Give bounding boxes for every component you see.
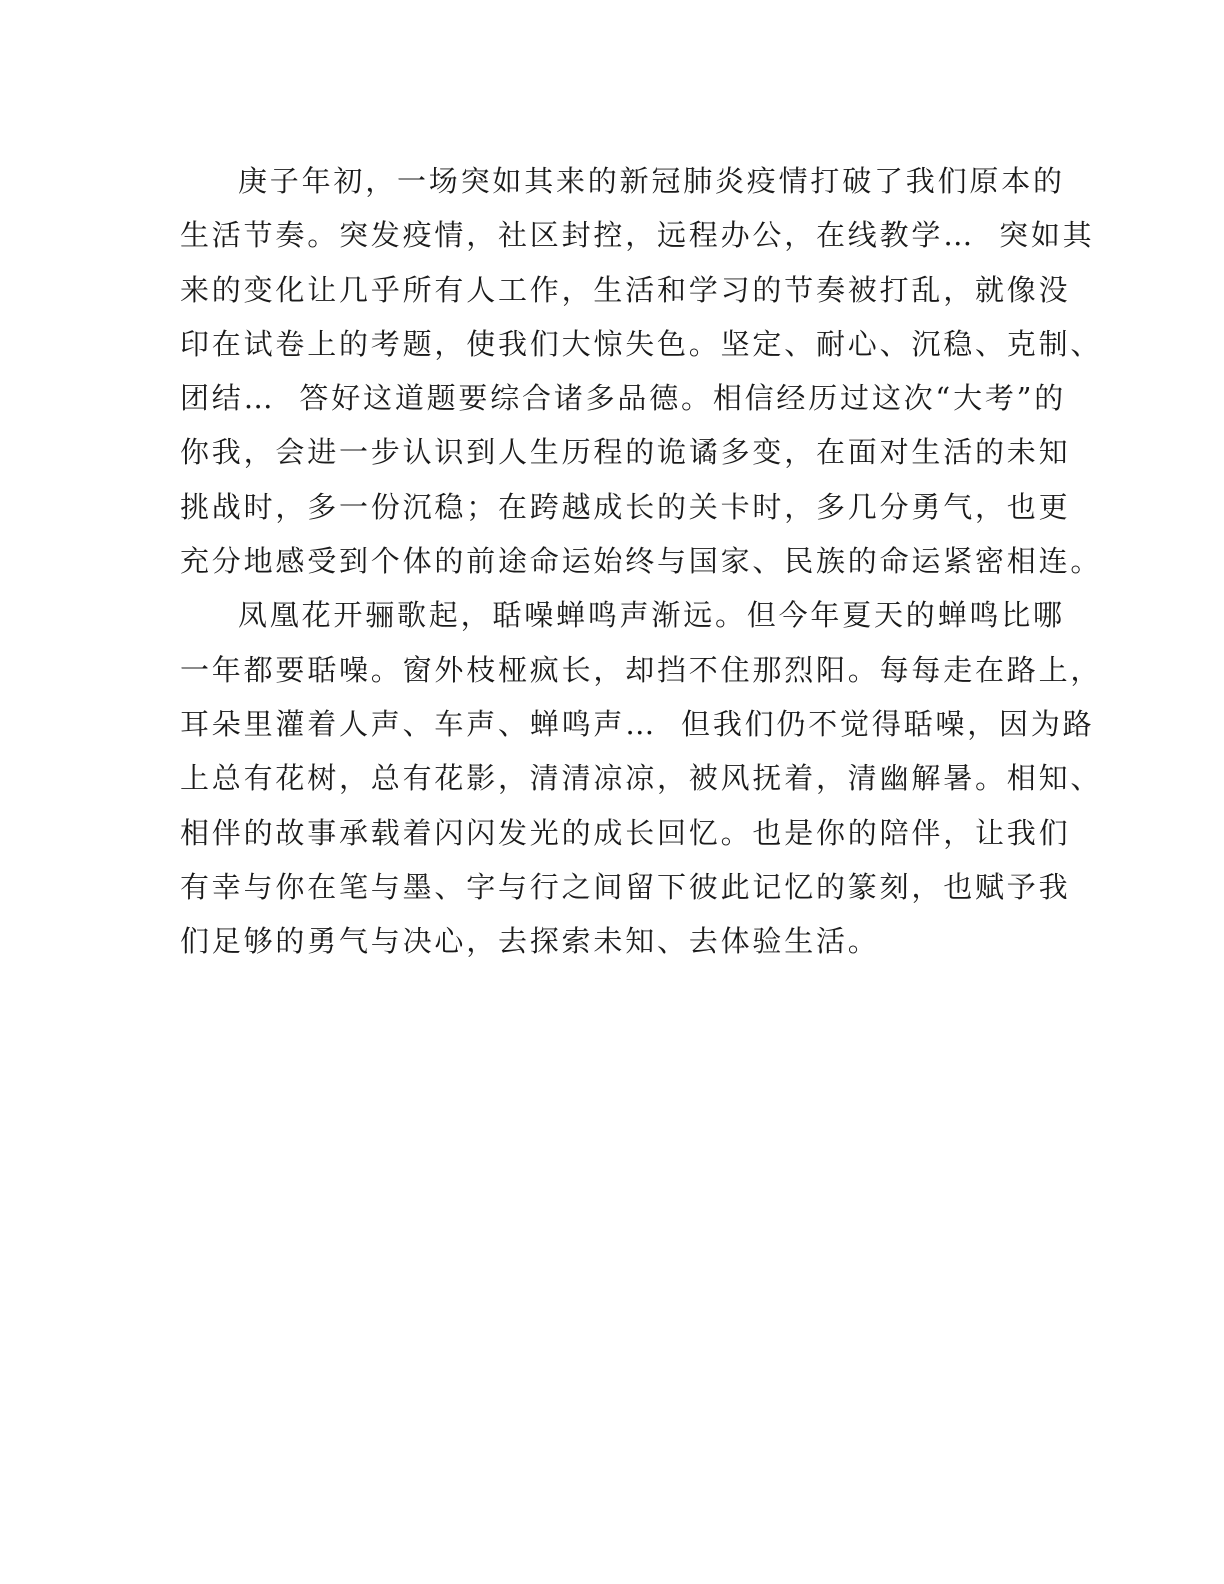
paragraph-1 (180, 154, 1103, 588)
text-line: 生活节奏。突发疫情，社区封控，远程办公，在线教学… 突如其 (180, 218, 1095, 253)
text-line: 团结… 答好这道题要综合诸多品德。相信经历过这次“大考”的 (180, 381, 1067, 416)
text-line: 来的变化让几乎所有人工作，生活和学习的节奏被打乱，就像没 (180, 272, 1071, 307)
text-line: 凤凰花开骊歌起，聒噪蝉鸣声渐远。但今年夏天的蝉鸣比哪 (238, 598, 1065, 633)
text-line: 上总有花树，总有花影，清清凉凉，被风抚着，清幽解暑。相知、 (180, 761, 1103, 796)
paragraph-2 (180, 588, 1103, 968)
text-line: 印在试卷上的考题，使我们大惊失色。坚定、耐心、沉稳、克制、 (180, 326, 1103, 361)
text-line: 相伴的故事承载着闪闪发光的成长回忆。也是你的陪伴，让我们 (180, 815, 1071, 850)
text-line: 一年都要聒噪。窗外枝桠疯长，却挡不住那烈阳。每每走在路上， (180, 652, 1103, 687)
document-body (180, 154, 1103, 968)
text-line: 挑战时，多一份沉稳；在跨越成长的关卡时，多几分勇气，也更 (180, 489, 1071, 524)
text-line: 庚子年初，一场突如其来的新冠肺炎疫情打破了我们原本的 (238, 164, 1065, 198)
text-line: 有幸与你在笔与墨、字与行之间留下彼此记忆的篆刻，也赋予我 (180, 869, 1071, 904)
text-line: 充分地感受到个体的前途命运始终与国家、民族的命运紧密相连。 (180, 544, 1103, 579)
text-line: 耳朵里灌着人声、车声、蝉鸣声… 但我们仍不觉得聒噪，因为路 (180, 706, 1095, 741)
text-line: 们足够的勇气与决心，去探索未知、去体验生活。 (180, 924, 880, 959)
text-line: 你我，会进一步认识到人生历程的诡谲多变，在面对生活的未知 (180, 435, 1071, 470)
